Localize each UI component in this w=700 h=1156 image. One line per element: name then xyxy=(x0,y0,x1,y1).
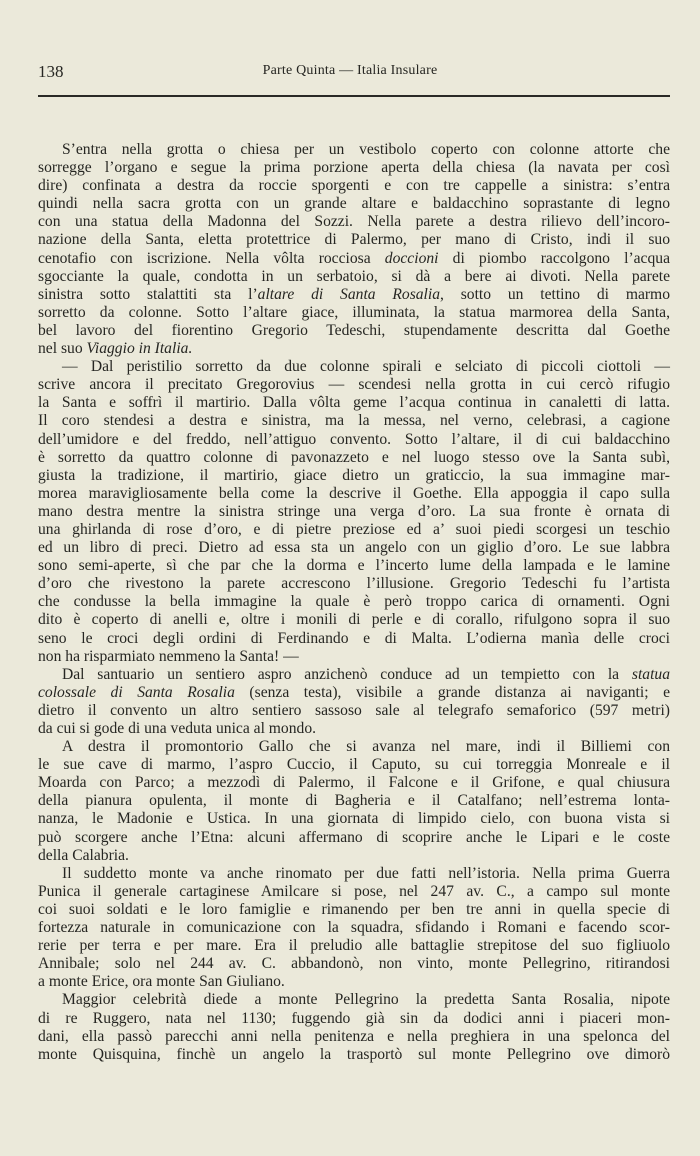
text-line xyxy=(38,847,670,865)
text-segment: della pianura opulenta, il monte di Bagheria e il Catalfano; nell’estrema lonta- xyxy=(38,792,670,810)
text-segment: sgocciante la quale, condotta in un serbatoio, si dà a bere ai divoti. Nella parete xyxy=(38,267,670,285)
text-segment: fortezza naturale in comunicazione con la squadra, sfidando i Romani e facendo scor- xyxy=(38,919,670,937)
text-segment: cenotafio con iscrizione. Nella vôlta rocciosa xyxy=(38,249,385,267)
text-segment: A destra il promontorio Gallo che si avanza nel mare, indi il Billiemi con xyxy=(62,738,670,756)
text-segment: dietro il convento un altro sentiero sassoso sale al telegrafo semaforico (597 metri) xyxy=(38,701,670,719)
paragraph xyxy=(38,865,670,992)
page-number: 138 xyxy=(38,62,64,81)
text-line xyxy=(38,394,670,412)
text-segment: (senza testa), visibile a grande distanza ai naviganti; e xyxy=(234,683,670,701)
italic-text: Viaggio in Italia. xyxy=(86,340,193,358)
text-line xyxy=(38,195,670,213)
text-segment: giusta la tradizione, il martirio, giace dietro un graticcio, la sua immagine mar- xyxy=(38,466,670,484)
text-line xyxy=(38,738,670,756)
text-segment: Maggior celebrità diede a monte Pellegrino la predetta Santa Rosalia, nipote xyxy=(62,991,670,1009)
text-segment: la Santa e soffrì il martirio. Dalla vôlta geme l’acqua continua in canaletti di latta. xyxy=(38,394,670,412)
text-segment: da cui si gode di una veduta unica al mondo. xyxy=(38,720,317,737)
text-line xyxy=(38,630,670,648)
text-line xyxy=(38,792,670,810)
text-segment: scrive ancora il precitato Gregorovius — scendesi nella grotta in cui cercò rifugio xyxy=(38,376,670,394)
running-title: Parte Quinta — Italia Insulare xyxy=(262,63,438,78)
text-line xyxy=(38,774,670,792)
text-line xyxy=(38,937,670,955)
text-line xyxy=(38,684,670,702)
text-line xyxy=(38,575,670,593)
text-line xyxy=(38,1010,670,1028)
text-line xyxy=(38,955,670,973)
text-segment: nel suo xyxy=(38,340,87,358)
paragraph xyxy=(38,991,670,1063)
text-segment: ed un libro di preci. Dietro ad essa sta un angelo con un giglio d’oro. Le sue labbra xyxy=(38,539,670,557)
text-segment: coi suoi soldati e le loro famiglie e rimanendo per ben tre anni in quella specie di xyxy=(38,900,670,918)
text-segment: , sotto un tettino di marmo xyxy=(440,285,670,303)
text-line xyxy=(38,340,670,358)
text-line xyxy=(38,593,670,611)
text-segment: è sorretto da quattro colonne di pavonazzeto e nel luogo stesso ove la Santa subì, xyxy=(38,448,670,466)
text-segment: dire) confinata a destra da roccie sporgenti e con tre cappelle a sinistra: s’entra xyxy=(38,177,670,195)
italic-text: statua xyxy=(631,665,670,683)
text-line xyxy=(38,449,670,467)
text-segment: quindi nella sacra grotta con un grande altare e baldacchino soprastante di legno xyxy=(38,195,670,213)
text-segment: morea maravigliosamente bella come la descrive il Goethe. Ella appoggia il capo sulla xyxy=(38,484,670,502)
text-line xyxy=(38,991,670,1009)
text-line xyxy=(38,865,670,883)
text-line xyxy=(38,485,670,503)
text-segment: sinistra sotto stalattiti sta l’ xyxy=(38,285,258,303)
text-line xyxy=(38,141,670,159)
text-line xyxy=(38,177,670,195)
text-line xyxy=(38,829,670,847)
text-segment: a monte Erice, ora monte San Giuliano. xyxy=(38,973,285,991)
text-line xyxy=(38,503,670,521)
text-segment: seno le croci degli ordini di Ferdinando e di Malta. L’odierna manìa delle croci xyxy=(38,629,670,647)
text-segment: può scorgere anche l’Etna: alcuni affermano di scoprire anche le Lipari e le coste xyxy=(38,828,670,846)
text-segment: mano destra mentre la sinistra stringe una verga d’oro. La sua fronte è ornata di xyxy=(38,502,670,520)
text-line xyxy=(38,376,670,394)
text-line xyxy=(38,412,670,430)
italic-text: altare di Santa Rosalia xyxy=(257,285,441,303)
text-line xyxy=(38,1046,670,1064)
text-segment: della Calabria. xyxy=(38,846,129,864)
text-segment: dito è coperto di anelli e, oltre i monili di perle e di corallo, rifulgono sopra il suo xyxy=(38,611,670,629)
text-line xyxy=(38,611,670,629)
text-line xyxy=(38,358,670,376)
text-line xyxy=(38,467,670,485)
text-line xyxy=(38,250,670,268)
text-line xyxy=(38,159,670,177)
text-line xyxy=(38,557,670,575)
text-segment: Dal santuario un sentiero aspro anzichenò conduce ad un tempietto con la xyxy=(62,665,632,683)
text-segment: di re Ruggero, nata nel 1130; fuggendo già sin da dodici anni i piaceri mon- xyxy=(38,1009,670,1027)
text-line xyxy=(38,666,670,684)
text-segment: nazione della Santa, eletta protettrice di Palermo, per mano di Cristo, indi il suo xyxy=(38,231,670,249)
italic-text: doccioni xyxy=(384,249,439,267)
body-text xyxy=(38,141,670,1064)
text-line xyxy=(38,213,670,231)
text-line xyxy=(38,883,670,901)
text-line xyxy=(38,268,670,286)
text-segment: S’entra nella grotta o chiesa per un vestibolo coperto con colonne attorte che xyxy=(62,141,670,158)
text-line xyxy=(38,322,670,340)
text-segment: non ha risparmiato nemmeno la Santa! — xyxy=(38,647,299,665)
text-segment: — Dal peristilio sorretto da due colonne spirali e selciato di piccoli ciottoli — xyxy=(62,358,670,376)
text-segment: rerie per terra e per mare. Era il preludio alle battaglie strepitose del suo figliuolo xyxy=(38,937,670,955)
text-segment: che condusse la bella immagine la quale è però troppo carica di ornamenti. Ogni xyxy=(38,593,670,611)
text-line xyxy=(38,431,670,449)
text-segment: di piombo raccolgono l’acqua xyxy=(438,249,670,267)
text-segment: sorregge l’organo e segue la prima porzione aperta della chiesa (la navata per così xyxy=(38,159,670,177)
text-segment: Punica il generale cartaginese Amilcare si pose, nel 247 av. C., a campo sul monte xyxy=(38,882,670,900)
text-segment: Il coro stendesi a destra e sinistra, ma la messa, nel verno, celebrasi, a cagione xyxy=(38,412,670,430)
text-segment: sorretto da colonne. Sotto l’altare giace, illuminata, la statua marmorea della Santa, xyxy=(38,303,670,321)
header-rule xyxy=(38,95,670,97)
text-line xyxy=(38,919,670,937)
text-line xyxy=(38,1028,670,1046)
text-segment: dani, ella passò parecchi anni nella penitenza e nella preghiera in una spelonca del xyxy=(38,1027,670,1045)
text-line xyxy=(38,304,670,322)
text-segment: d’oro che rivestono la parete accrescono l’illusione. Gregorio Tedeschi fu l’artista xyxy=(38,575,670,593)
italic-text: colossale di Santa Rosalia xyxy=(38,683,235,701)
paragraph xyxy=(38,141,670,358)
text-line xyxy=(38,521,670,539)
text-line xyxy=(38,702,670,720)
text-segment: Annibale; solo nel 244 av. C. abbandonò, non vinto, monte Pellegrino, ritirandosi xyxy=(38,955,670,973)
paragraph xyxy=(38,358,670,666)
text-segment: Moarda con Parco; a mezzodì di Palermo, il Falcone e il Grifone, e qual chiusura xyxy=(38,774,670,792)
text-segment: sono semi-aperte, sì che par che la dorma e l’incerto lume della lampada e le lamine xyxy=(38,557,670,575)
text-line xyxy=(38,539,670,557)
text-line xyxy=(38,231,670,249)
text-segment: monte Quisquina, finchè un angelo la trasportò sul monte Pellegrino ove dimorò xyxy=(38,1045,670,1063)
text-line xyxy=(38,648,670,666)
text-segment: nanza, le Madonie e Ustica. In una giornata di limpido cielo, con buona vista si xyxy=(38,810,670,828)
text-segment: una ghirlanda di rose d’oro, e di pietre preziose ed a’ suoi piedi scorgesi un teschio xyxy=(38,520,670,538)
text-line xyxy=(38,720,670,738)
text-segment: bel lavoro del fiorentino Gregorio Tedeschi, stupendamente descritta dal Goethe xyxy=(38,321,670,339)
text-line xyxy=(38,286,670,304)
text-line xyxy=(38,810,670,828)
paragraph xyxy=(38,666,670,738)
text-line xyxy=(38,756,670,774)
text-segment: dell’umidore e del freddo, nell’attiguo convento. Sotto l’altare, il di cui baldacchino xyxy=(38,430,670,448)
paragraph xyxy=(38,738,670,865)
text-segment: Il suddetto monte va anche rinomato per due fatti nell’istoria. Nella prima Guerra xyxy=(62,864,670,882)
text-segment: le sue cave di marmo, l’aspro Cuccio, il Caputo, su cui torreggia Monreale e il xyxy=(38,756,670,774)
text-line xyxy=(38,901,670,919)
text-segment: con una statua della Madonna del Sozzi. Nella parete a destra rilievo dell’incoro- xyxy=(38,213,670,231)
text-line xyxy=(38,973,670,991)
